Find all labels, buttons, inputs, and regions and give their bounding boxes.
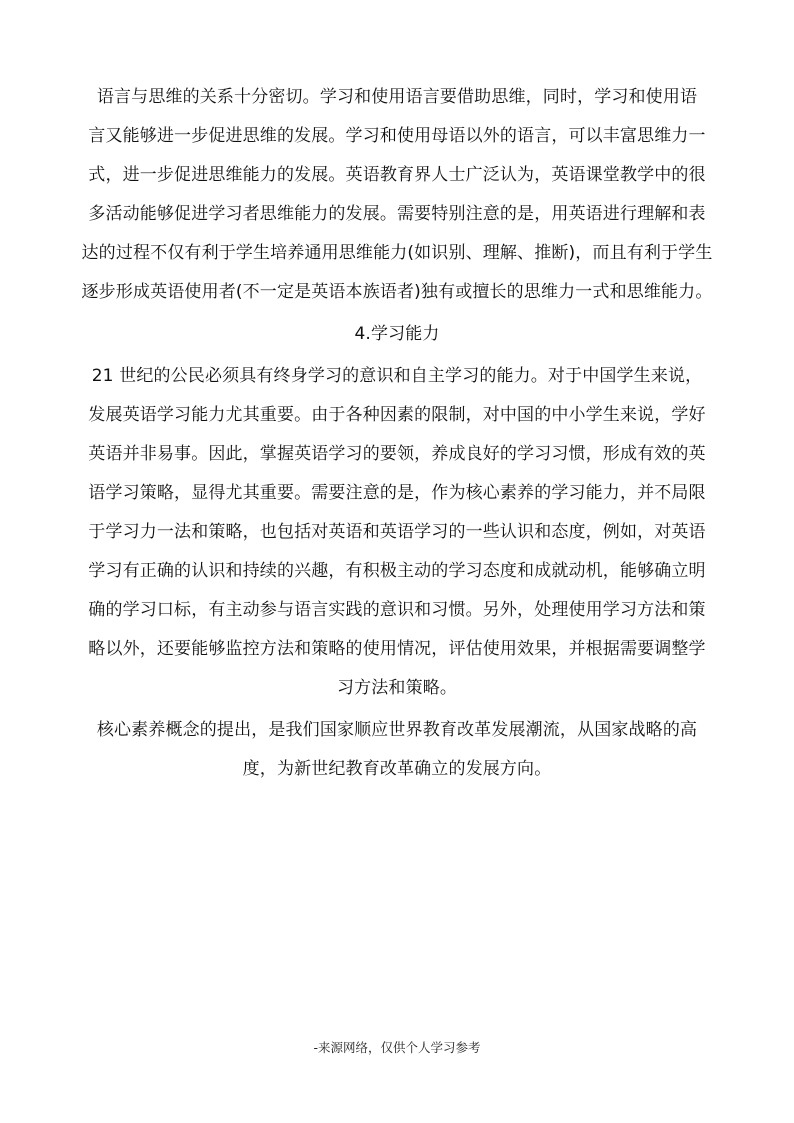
text-line: 确的学习口标，有主动参与语言实践的意识和习惯。另外，处理使用学习方法和策 bbox=[88, 600, 706, 620]
text-line: 语学习策略，显得尤其重要。需要注意的是，作为核心素养的学习能力，并不局限 bbox=[88, 483, 706, 503]
text-line: 略以外，还要能够监控方法和策略的使用情况，评估使用效果，并根据需要调整学 bbox=[88, 639, 706, 659]
section-heading: 4.学习能力 bbox=[354, 324, 440, 344]
text-line: 核心素养概念的提出，是我们国家顺应世界教育改革发展潮流，从国家战略的高 bbox=[96, 720, 698, 740]
text-line: 度，为新世纪教育改革确立的发展方向。 bbox=[242, 759, 552, 779]
text-line: 语言与思维的关系十分密切。学习和使用语言要借助思维，同时，学习和使用语 bbox=[96, 87, 698, 107]
text-line: 习方法和策略。 bbox=[336, 678, 458, 698]
text-line: 多活动能够促进学习者思维能力的发展。需要特别注意的是，用英语进行理解和表 bbox=[88, 204, 706, 224]
text-line: 21 世纪的公民必须具有终身学习的意识和自主学习的能力。对于中国学生来说， bbox=[91, 366, 703, 386]
text-line: 发展英语学习能力尤其重要。由于各种因素的限制，对中国的中小学生来说，学好 bbox=[88, 405, 706, 425]
text-line: 学习有正确的认识和持续的兴趣，有积极主动的学习态度和成就动机，能够确立明 bbox=[88, 561, 706, 581]
text-line: 逐步形成英语使用者(不一定是英语本族语者)独有或擅长的思维力一式和思维能力。 bbox=[81, 282, 713, 302]
page-footer: -来源网络，仅供个人学习参考 bbox=[313, 1040, 481, 1055]
text-line: 言又能够进一步促进思维的发展。学习和使用母语以外的语言，可以丰富思维力一 bbox=[88, 126, 706, 146]
text-line: 达的过程不仅有利于学生培养通用思维能力(如识别、理解、推断)，而且有利于学生 bbox=[81, 243, 713, 263]
text-line: 于学习力一法和策略，也包括对英语和英语学习的一些认识和态度，例如，对英语 bbox=[88, 522, 706, 542]
text-line: 英语并非易事。因此，掌握英语学习的要领，养成良好的学习习惯，形成有效的英 bbox=[88, 444, 706, 464]
text-line: 式，进一步促进思维能力的发展。英语教育界人士广泛认为，英语课堂教学中的很 bbox=[88, 165, 706, 185]
